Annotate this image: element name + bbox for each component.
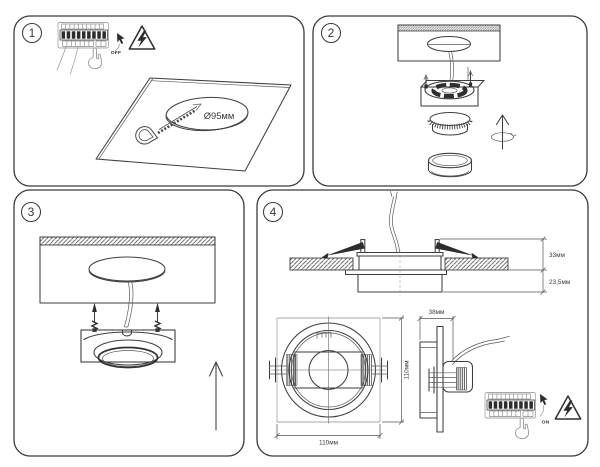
step-1-badge [23,24,42,43]
step-4-number: 4 [269,205,277,220]
body-depth-label: 38мм [428,309,445,316]
power-on-label: ON [541,420,550,426]
step-1-panel [14,16,304,186]
step-3-number: 3 [27,205,35,220]
protrusion-height-label: 23,5мм [549,279,571,286]
recess-depth-label: 33мм [549,252,565,259]
step-2-number: 2 [327,26,335,41]
step-4-panel [257,190,588,456]
step-2-badge [322,24,341,43]
ceiling-left [290,258,353,270]
spring-coil [457,368,467,391]
overall-height-label: 110мм [403,360,411,380]
overall-width-label: 110мм [319,439,338,447]
ceiling-right [445,258,508,270]
step-4-badge [264,203,283,222]
step-2-panel [313,16,587,186]
step-1-number: 1 [28,26,36,41]
cut-diameter-label: Ø95мм [203,110,235,121]
step-3-badge [22,203,41,222]
step-3-panel [14,190,244,456]
panel-4-border [257,190,588,456]
power-off-label: OFF [110,51,122,56]
